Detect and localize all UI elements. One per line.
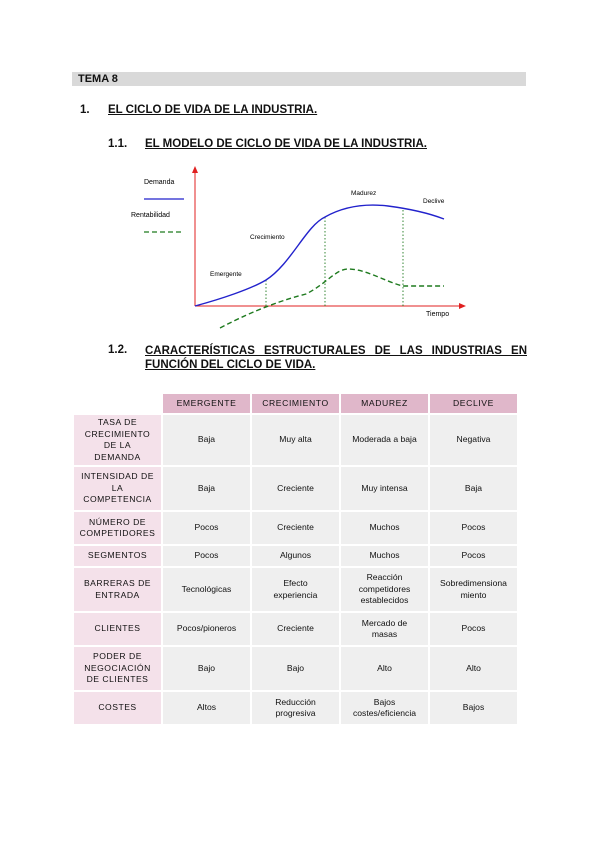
table-cell bbox=[430, 613, 517, 645]
cell-line: experiencia bbox=[273, 589, 318, 600]
table-row bbox=[74, 692, 517, 724]
table-cell bbox=[341, 512, 428, 544]
cell-line: INTENSIDAD DE bbox=[81, 471, 154, 482]
table-cell bbox=[163, 613, 250, 645]
row-header bbox=[74, 568, 161, 611]
cell-line: Tecnológicas bbox=[181, 583, 232, 594]
table-cell bbox=[163, 467, 250, 510]
table-corner-cell bbox=[74, 394, 161, 413]
cell-line: Pocos bbox=[461, 623, 486, 634]
table-cell bbox=[341, 568, 428, 611]
cell-line: Altos bbox=[196, 702, 217, 713]
stage-label-emergente: Emergente bbox=[210, 271, 242, 278]
column-header: MADUREZ bbox=[341, 394, 428, 413]
table-cell bbox=[163, 692, 250, 724]
table-cell bbox=[341, 415, 428, 465]
table-cell bbox=[430, 467, 517, 510]
table-cell bbox=[252, 467, 339, 510]
industry-life-cycle-chart bbox=[126, 164, 476, 334]
table-cell bbox=[430, 415, 517, 465]
table-cell bbox=[430, 546, 517, 566]
section-1-1-number: 1.1. bbox=[108, 138, 128, 150]
cell-line: progresiva bbox=[275, 708, 316, 718]
cell-line: masas bbox=[371, 629, 398, 639]
table-cell bbox=[430, 692, 517, 724]
table-row bbox=[74, 568, 517, 611]
legend-label-rentabilidad: Rentabilidad bbox=[131, 212, 170, 219]
table-cell bbox=[252, 613, 339, 645]
cell-line: Baja bbox=[197, 434, 216, 445]
table-cell bbox=[252, 415, 339, 465]
stage-label-declive: Declive bbox=[423, 198, 445, 205]
cell-line: PODER DE bbox=[93, 651, 142, 662]
cell-line: Pocos bbox=[461, 522, 486, 533]
cell-line: COSTES bbox=[98, 702, 137, 713]
table-cell bbox=[252, 512, 339, 544]
row-header bbox=[74, 415, 161, 465]
cell-line: Pocos bbox=[461, 550, 486, 561]
cell-line: COMPETIDORES bbox=[79, 528, 156, 538]
table-row bbox=[74, 512, 517, 544]
series-line-rentabilidad bbox=[220, 269, 444, 328]
table-cell bbox=[163, 568, 250, 611]
cell-line: establecidos bbox=[360, 595, 409, 606]
table-cell bbox=[252, 692, 339, 724]
series-line-demanda bbox=[195, 205, 444, 306]
cell-line: Efecto bbox=[283, 578, 308, 588]
table-cell bbox=[430, 512, 517, 544]
cell-line: Muy intensa bbox=[361, 482, 408, 493]
cell-line: CRECIMIENTO bbox=[84, 428, 151, 439]
x-axis-label: Tiempo bbox=[426, 311, 450, 318]
table-cell bbox=[341, 692, 428, 724]
cell-line: Baja bbox=[197, 482, 216, 493]
row-header bbox=[74, 467, 161, 510]
legend-label-demanda: Demanda bbox=[144, 179, 175, 186]
cell-line: DE LA bbox=[103, 440, 132, 450]
section-1-1-title: EL MODELO DE CICLO DE VIDA DE LA INDUSTRIA. bbox=[145, 138, 427, 150]
stage-label-madurez: Madurez bbox=[351, 190, 377, 197]
row-header bbox=[74, 546, 161, 566]
column-header: CRECIMIENTO bbox=[252, 394, 339, 413]
cell-line: Bajos bbox=[462, 702, 485, 713]
column-header: DECLIVE bbox=[430, 394, 517, 413]
section-1-title: EL CICLO DE VIDA DE LA INDUSTRIA. bbox=[108, 104, 318, 116]
cell-line: LA bbox=[111, 482, 124, 493]
cell-line: Alto bbox=[377, 662, 392, 673]
cell-line: COMPETENCIA bbox=[83, 494, 152, 505]
table-cell bbox=[341, 647, 428, 690]
cell-line: competidores bbox=[358, 583, 411, 594]
section-1-2-title: CARACTERÍSTICAS ESTRUCTURALES DE LAS INDUSTRIAS EN FUNCIÓN DEL CICLO DE VIDA. bbox=[145, 345, 527, 371]
table-cell bbox=[163, 546, 250, 566]
cell-line: Creciente bbox=[277, 522, 314, 533]
table-cell bbox=[341, 613, 428, 645]
cell-line: DE CLIENTES bbox=[86, 674, 149, 685]
cell-line: NÚMERO DE bbox=[88, 516, 147, 527]
cell-line: BARRERAS DE bbox=[83, 578, 152, 588]
section-1-number: 1. bbox=[80, 104, 90, 116]
cell-line: costes/eficiencia bbox=[352, 708, 417, 718]
cell-line: Moderada a baja bbox=[352, 434, 417, 445]
cell-line: Creciente bbox=[277, 482, 314, 493]
cell-line: Creciente bbox=[277, 623, 314, 634]
table-cell bbox=[341, 467, 428, 510]
cell-line: SEGMENTOS bbox=[87, 550, 148, 561]
table-cell bbox=[341, 546, 428, 566]
cell-line: Pocos bbox=[194, 522, 219, 533]
cell-line: Reacción bbox=[366, 572, 403, 583]
cell-line: Mercado de bbox=[361, 617, 408, 628]
header-bar bbox=[72, 72, 526, 86]
cell-line: Bajo bbox=[197, 662, 216, 673]
column-header: EMERGENTE bbox=[163, 394, 250, 413]
row-header bbox=[74, 613, 161, 645]
table-cell bbox=[163, 415, 250, 465]
cell-line: Muchos bbox=[369, 522, 400, 533]
cell-line: Pocos/pioneros bbox=[176, 623, 237, 634]
table-header-row bbox=[74, 394, 517, 413]
cell-line: Muchos bbox=[369, 550, 400, 561]
table-cell bbox=[252, 568, 339, 611]
life-cycle-characteristics-table bbox=[72, 392, 519, 726]
cell-line: Reducción bbox=[275, 696, 316, 707]
row-header bbox=[74, 512, 161, 544]
table-row bbox=[74, 546, 517, 566]
cell-line: Muy alta bbox=[279, 434, 312, 445]
table-cell bbox=[430, 568, 517, 611]
row-header bbox=[74, 692, 161, 724]
cell-line: Bajo bbox=[286, 662, 305, 673]
cell-line: Baja bbox=[464, 482, 483, 493]
cell-line: TASA DE bbox=[97, 417, 138, 427]
cell-line: CLIENTES bbox=[94, 623, 141, 634]
cell-line: Sobredimensiona bbox=[440, 578, 507, 588]
table-cell bbox=[252, 647, 339, 690]
table-cell bbox=[430, 647, 517, 690]
row-header bbox=[74, 647, 161, 690]
table-cell bbox=[163, 512, 250, 544]
table-cell bbox=[163, 647, 250, 690]
header-title: TEMA 8 bbox=[78, 73, 118, 85]
cell-line: DEMANDA bbox=[94, 451, 141, 462]
cell-line: Pocos bbox=[194, 550, 219, 561]
table-row bbox=[74, 613, 517, 645]
cell-line: miento bbox=[460, 589, 487, 600]
cell-line: ENTRADA bbox=[95, 589, 140, 600]
y-axis-arrow bbox=[192, 166, 198, 173]
table-cell bbox=[252, 546, 339, 566]
section-1-2-number: 1.2. bbox=[108, 344, 128, 356]
table-row bbox=[74, 415, 517, 465]
table-row bbox=[74, 647, 517, 690]
cell-line: Algunos bbox=[279, 550, 312, 561]
cell-line: Bajos bbox=[373, 696, 396, 707]
stage-label-crecimiento: Crecimiento bbox=[250, 234, 285, 241]
cell-line: Negativa bbox=[456, 434, 491, 445]
table-row bbox=[74, 467, 517, 510]
cell-line: NEGOCIACIÓN bbox=[84, 662, 151, 673]
x-axis-arrow bbox=[459, 303, 466, 309]
cell-line: Alto bbox=[466, 662, 481, 673]
